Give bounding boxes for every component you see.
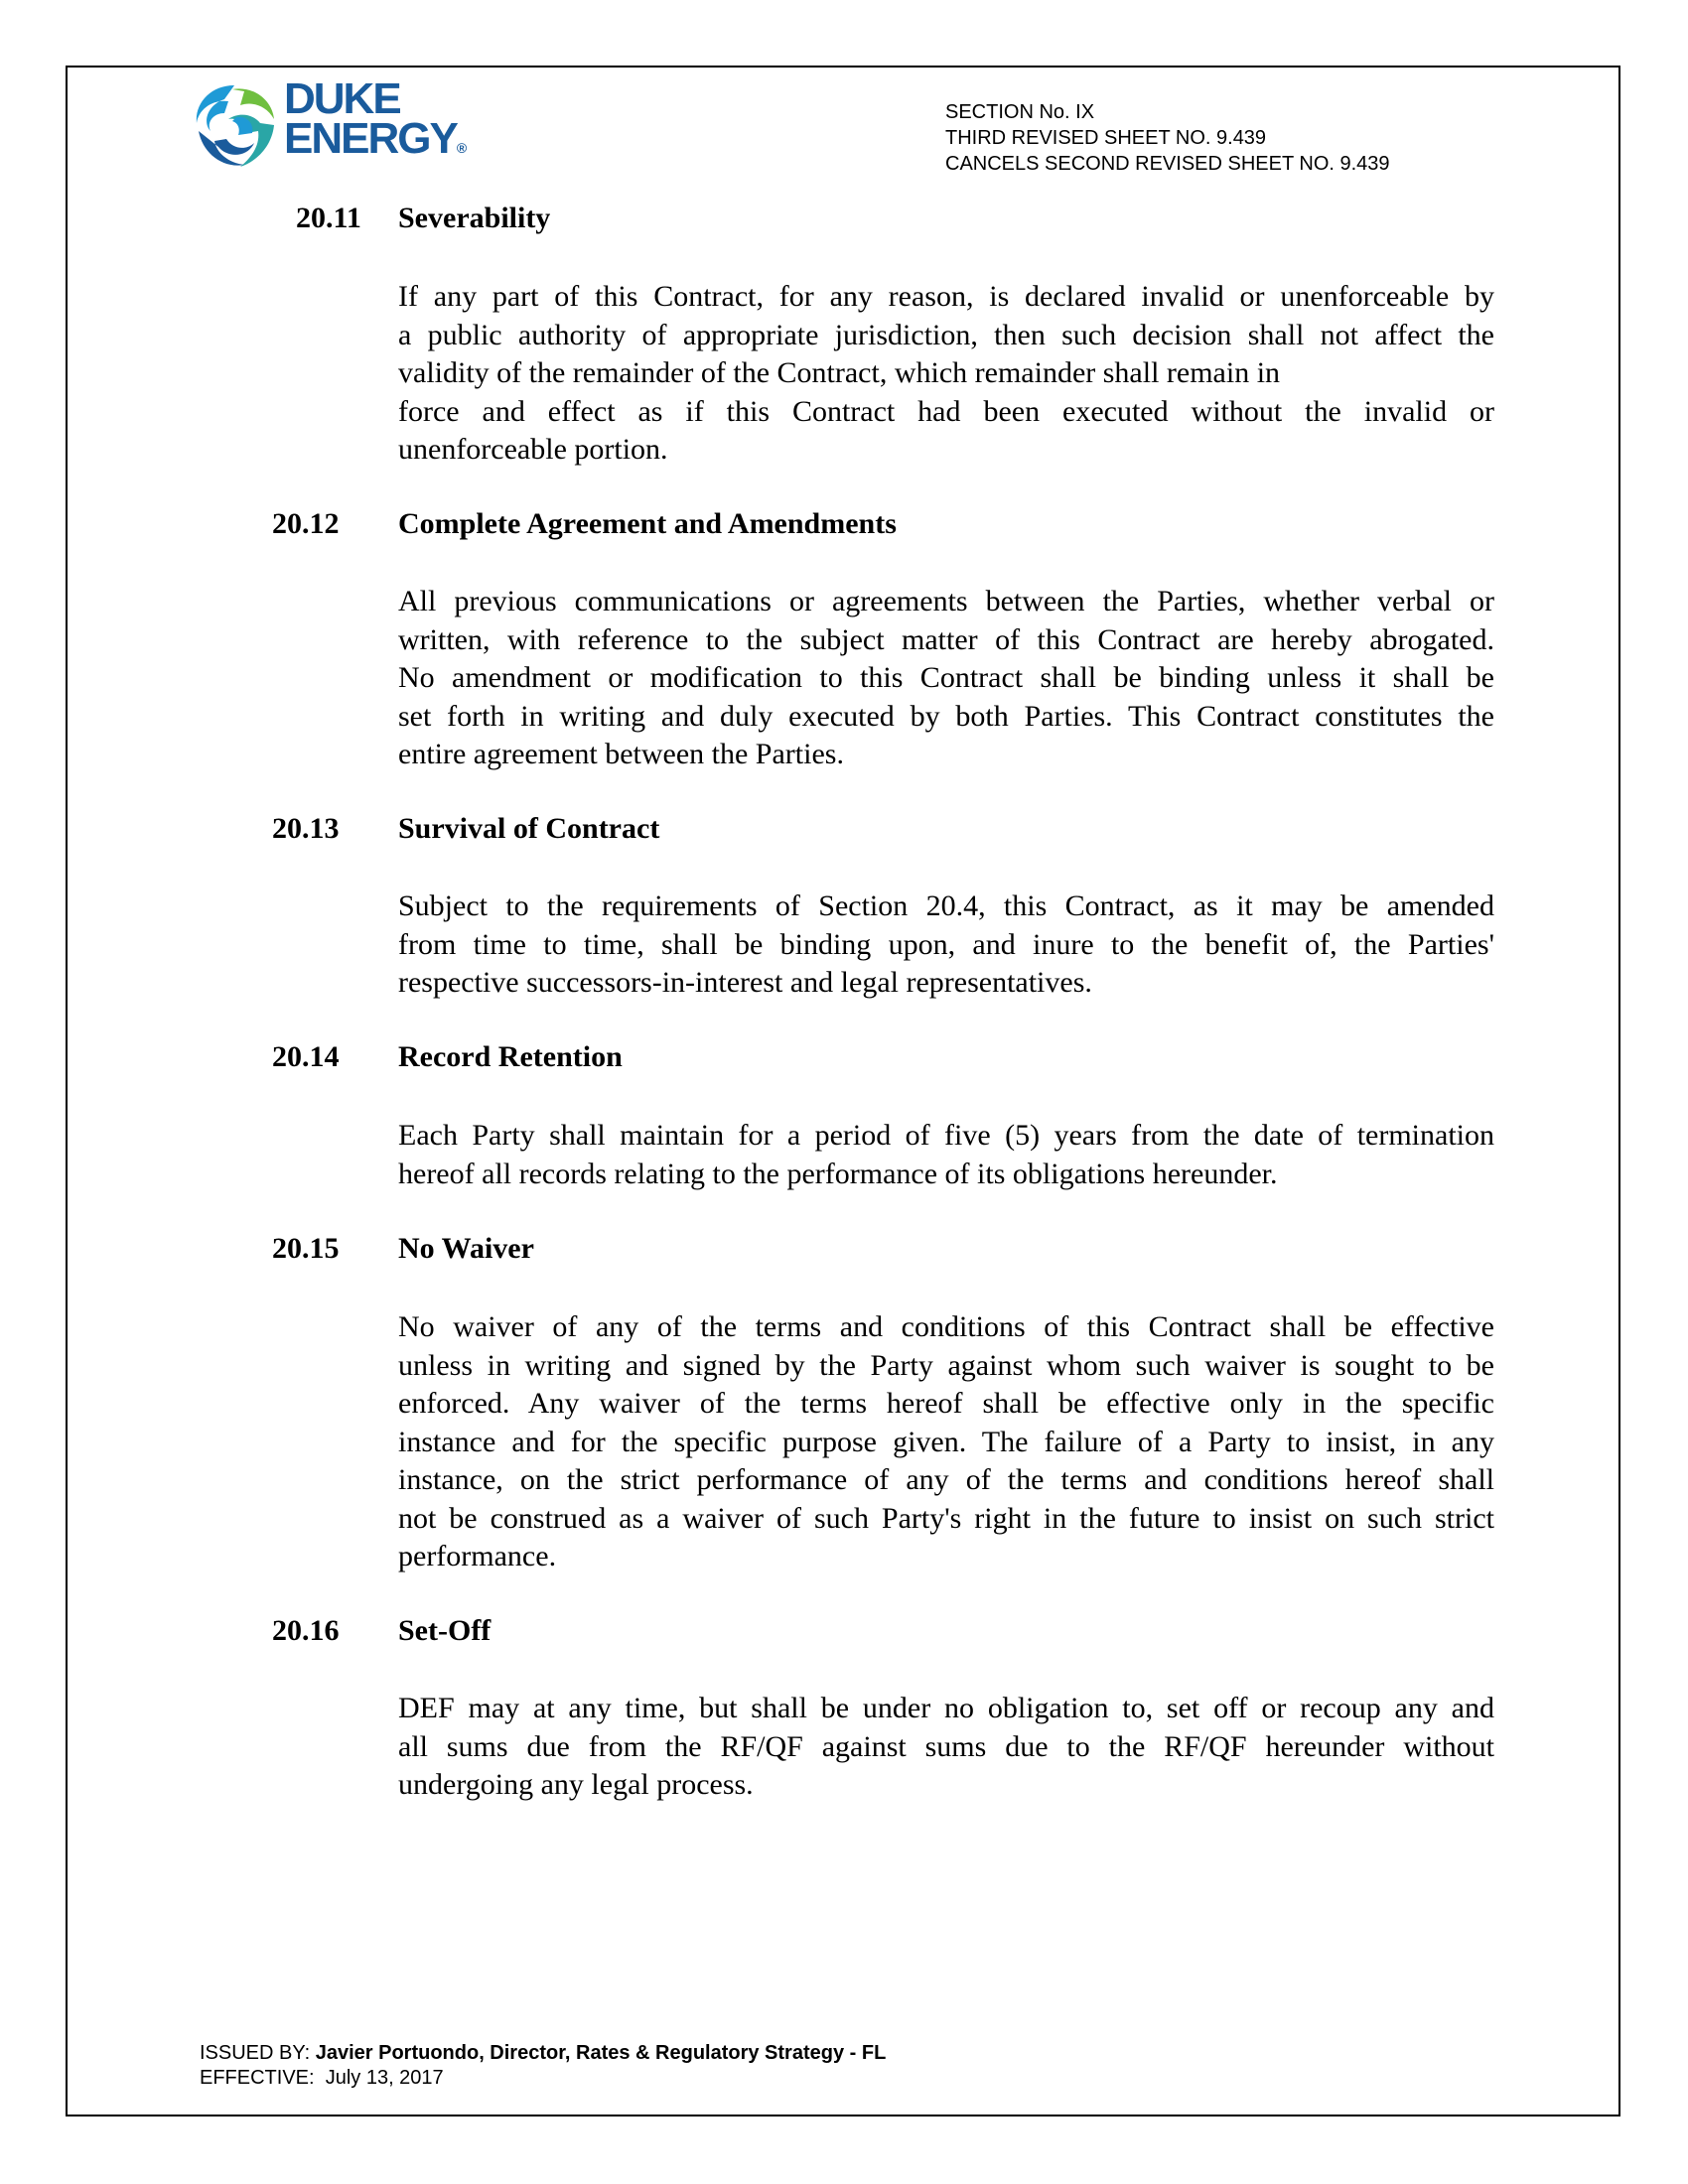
logo-line-energy: ENERGY xyxy=(284,114,457,163)
section-number-20-14: 20.14 xyxy=(272,1040,340,1073)
section-body-no-waiver xyxy=(398,1308,1494,1576)
body-line: performance. xyxy=(398,1540,557,1572)
section-title-complete-agreement: Complete Agreement and Amendments xyxy=(398,507,897,540)
sheet-number: THIRD REVISED SHEET NO. 9.439 xyxy=(945,127,1267,149)
section-number: SECTION No. IX xyxy=(945,101,1095,123)
body-line: Each Party shall maintain for a period of five (5) years from the date of termination xyxy=(398,1119,1494,1152)
cancels-sheet: CANCELS SECOND REVISED SHEET NO. 9.439 xyxy=(945,153,1390,175)
body-line: not be construed as a waiver of such Party's right in the future to insist on such strict xyxy=(398,1501,1494,1535)
body-line: all sums due from the RF/QF against sums due to the RF/QF hereunder without xyxy=(398,1729,1494,1763)
body-line: DEF may at any time, but shall be under no obligation to, set off or recoup any and xyxy=(398,1692,1494,1724)
body-line: respective successors-in-interest and legal representatives. xyxy=(398,966,1092,999)
section-body-complete-agreement xyxy=(398,583,1494,774)
body-line: Subject to the requirements of Section 20.4, this Contract, as it may be amended xyxy=(398,889,1494,922)
issued-by-label: ISSUED BY: xyxy=(200,2042,311,2064)
effective-label: EFFECTIVE: xyxy=(200,2067,315,2089)
section-number-20-11: 20.11 xyxy=(296,202,361,234)
issued-by-value: Javier Portuondo, Director, Rates & Regulatory Strategy - FL xyxy=(315,2042,887,2064)
sheet-info xyxy=(945,99,1390,177)
section-number-20-13: 20.13 xyxy=(272,812,340,845)
body-line: a public authority of appropriate jurisdiction, then such decision shall not affect the xyxy=(398,318,1494,351)
body-line: from time to time, shall be binding upon, and inure to the benefit of, the Parties' xyxy=(398,927,1494,961)
body-line: unenforceable portion. xyxy=(398,433,668,466)
body-line: undergoing any legal process. xyxy=(398,1768,754,1801)
body-line: set forth in writing and duly executed by both Parties. This Contract constitutes the xyxy=(398,699,1494,733)
duke-energy-swirl-icon xyxy=(189,79,280,173)
body-line: unless in writing and signed by the Party against whom such waiver is sought to be xyxy=(398,1348,1494,1382)
logo-line-duke: DUKE xyxy=(284,74,400,123)
body-line: All previous communications or agreements between the Parties, whether verbal or xyxy=(398,585,1494,617)
section-number-20-12: 20.12 xyxy=(272,507,340,540)
logo-wordmark xyxy=(284,74,468,168)
effective-date: July 13, 2017 xyxy=(325,2067,444,2089)
body-line: No amendment or modification to this Contract shall be binding unless it shall be xyxy=(398,661,1494,694)
section-title-survival: Survival of Contract xyxy=(398,812,660,845)
body-line: enforced. Any waiver of the terms hereof shall be effective only in the specific xyxy=(398,1387,1494,1420)
body-line: written, with reference to the subject matter of this Contract are hereby abrogated. xyxy=(398,622,1494,656)
section-title-set-off: Set-Off xyxy=(398,1614,492,1647)
section-body-set-off xyxy=(398,1690,1494,1805)
section-number-20-16: 20.16 xyxy=(272,1614,340,1647)
footer xyxy=(200,2041,886,2091)
section-body-record-retention xyxy=(398,1117,1494,1193)
section-body-survival xyxy=(398,887,1494,1003)
body-line: validity of the remainder of the Contract, which remainder shall remain in xyxy=(398,356,1281,389)
section-number-20-15: 20.15 xyxy=(272,1232,340,1265)
registered-mark: ® xyxy=(456,140,468,156)
body-line: No waiver of any of the terms and conditions of this Contract shall be effective xyxy=(398,1310,1494,1343)
section-title-no-waiver: No Waiver xyxy=(398,1232,534,1265)
body-line: entire agreement between the Parties. xyxy=(398,738,844,770)
body-line: force and effect as if this Contract had been executed without the invalid or xyxy=(398,394,1494,428)
body-line: instance, on the strict performance of any of the terms and conditions hereof shall xyxy=(398,1463,1494,1496)
body-line: instance and for the specific purpose given. The failure of a Party to insist, in any xyxy=(398,1425,1494,1458)
duke-energy-logo xyxy=(189,74,477,179)
body-line: If any part of this Contract, for any reason, is declared invalid or unenforceable by xyxy=(398,280,1494,313)
section-title-record-retention: Record Retention xyxy=(398,1040,623,1073)
section-body-severability xyxy=(398,278,1494,470)
section-title-severability: Severability xyxy=(398,202,551,234)
body-line: hereof all records relating to the performance of its obligations hereunder. xyxy=(398,1157,1278,1190)
